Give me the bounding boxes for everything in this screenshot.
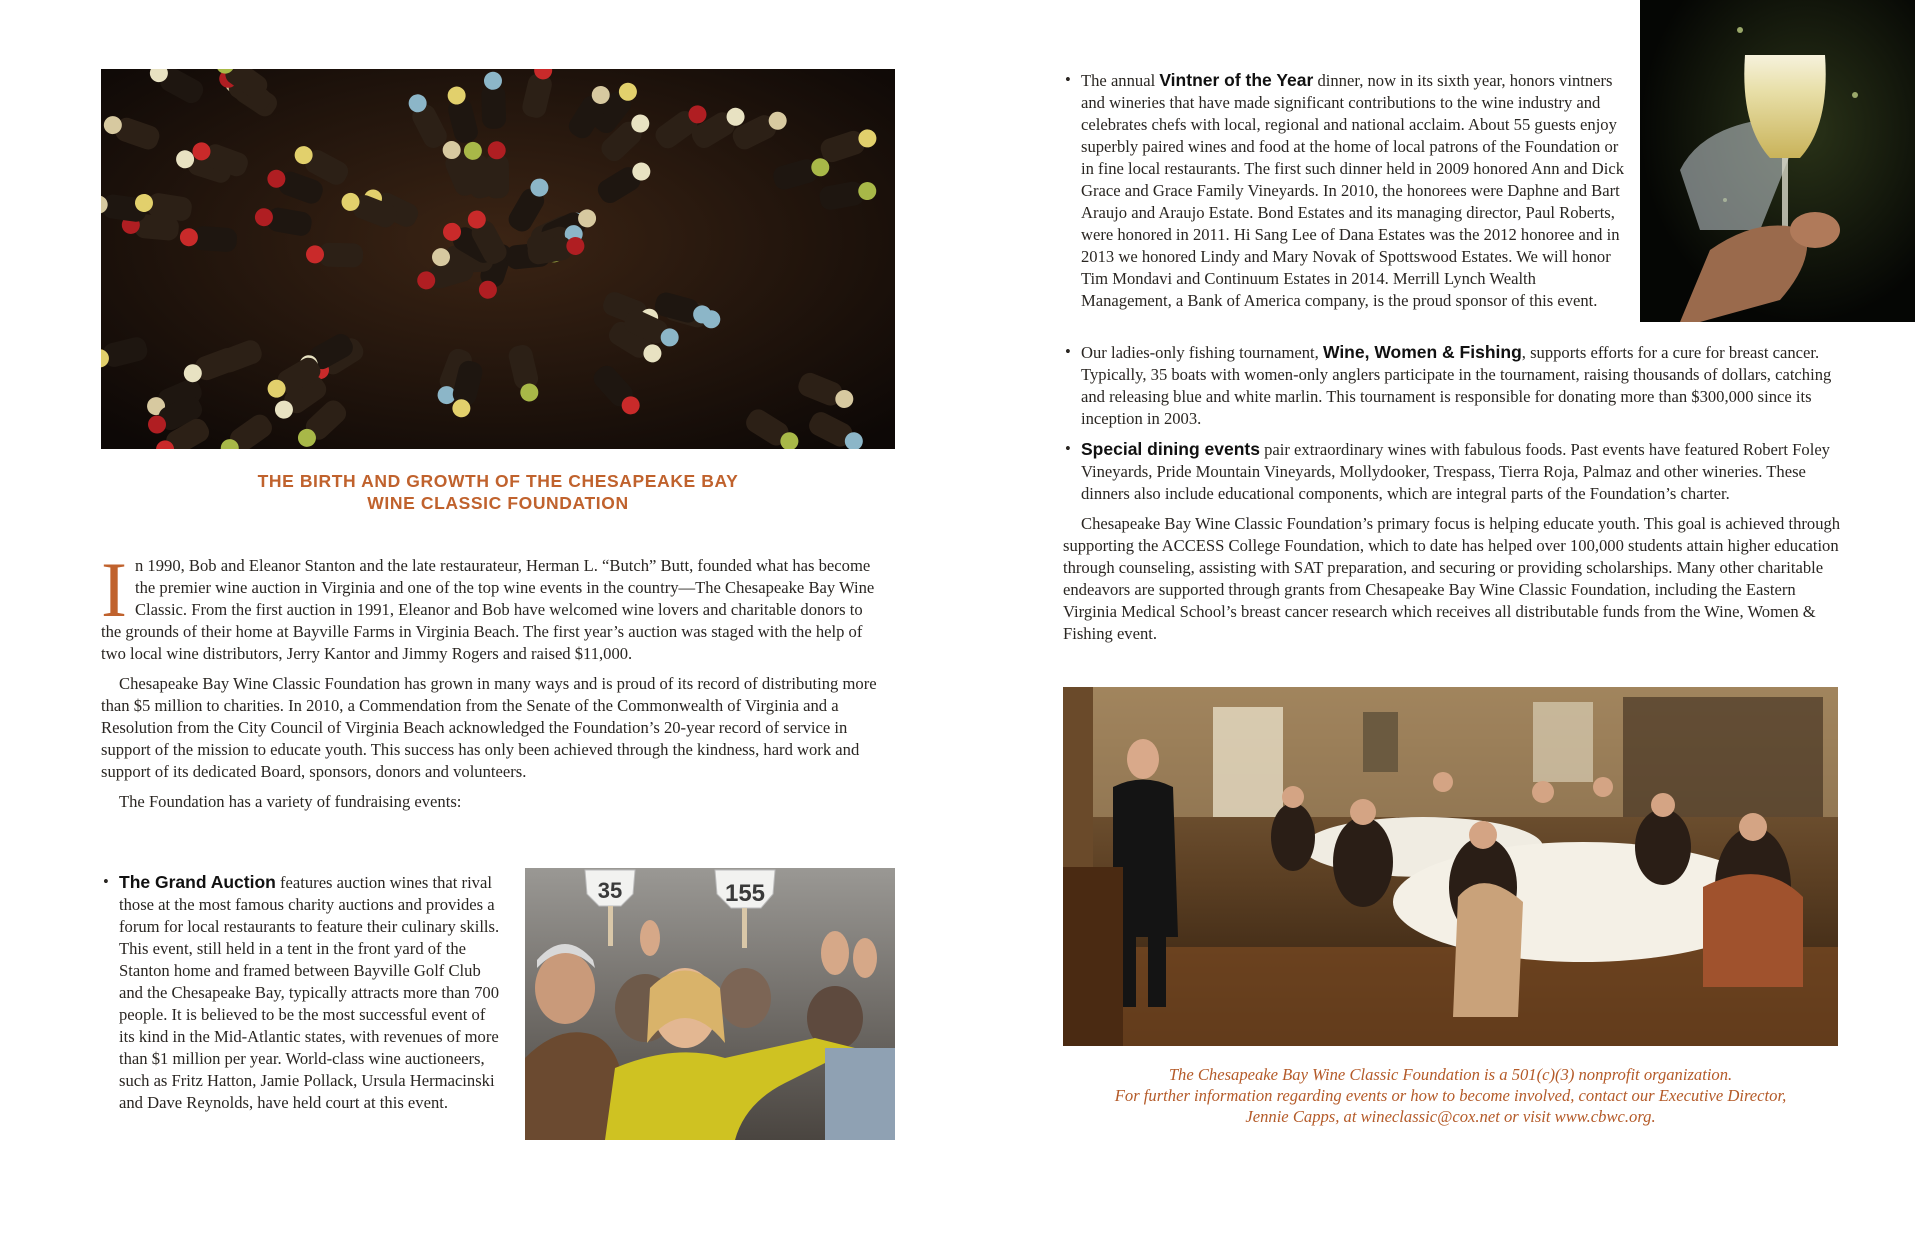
heading-line-2: WINE CLASSIC FOUNDATION	[367, 493, 629, 513]
paragraph-1-text: n 1990, Bob and Eleanor Stanton and the late restaurateur, Herman L. “Butch” Butt, founded what has become the premier wine auction in Virginia and one of the top wine events in the country—The Chesapeake Bay Wine Classic. From the first auction in 1991, Eleanor and Bob have welcomed wine lovers and charitable donors to the grounds of their home at Bayville Farms in Virginia Beach. The first year’s auction was staged with the help of two local wine distributors, Jerry Kantor and Jimmy Rogers and raised $11,000.	[101, 556, 875, 663]
footnote-line-1: The Chesapeake Bay Wine Classic Foundation is a 501(c)(3) nonprofit organization.	[1168, 1065, 1733, 1084]
wine-bottles-photo	[101, 69, 895, 449]
paddle-155-number: 155	[724, 880, 766, 907]
dining-text: pair extraordinary wines with fabulous foods. Past events have featured Robert Foley Vineyards, Pride Mountain Vineyards, Mollydooker, Trespass, Tierra Roja, Palmaz and other wineries. These dinners also include educational components, which are integral parts of the Foundation’s charter.	[1081, 440, 1830, 503]
grand-auction-block	[101, 871, 501, 1122]
paddle-35-number: 35	[597, 878, 623, 903]
footnote	[1063, 1064, 1838, 1127]
champagne-glass-photo	[1640, 0, 1915, 322]
bullet-wine-women-fishing	[1063, 341, 1843, 430]
events-list-bottom	[1063, 341, 1843, 645]
auction-crowd-photo	[525, 868, 895, 1140]
paragraph-1	[101, 546, 881, 665]
grand-auction-text: features auction wines that rival those at the most famous charity auctions and provides a forum for local restaurants to feature their culinary skills. This event, still held in a tent in the front yard of the Stanton home and framed between Bayville Golf Club and the Chesapeake Bay, typically attracts more than 700 people. It is believed to be the most successful event of its kind in the Mid-Atlantic states, with revenues of more than $1 million per year. World-class wine auctioneers, such as Fritz Hatton, Jamie Pollack, Ursula Hermacinski and Dave Reynolds, have held court at this event.	[119, 873, 500, 1112]
footnote-line-3: Jennie Capps, at wineclassic@cox.net or visit www.cbwc.org.	[1245, 1107, 1656, 1126]
bullet-marker: •	[1065, 70, 1071, 89]
paragraph-2: Chesapeake Bay Wine Classic Foundation has grown in many ways and is proud of its record of distributing more than $5 million to charities. In 2010, a Commendation from the Senate of the Commonwealth of Virginia and a Resolution from the City Council of Virginia Beach acknowledged the Foundation’s 20-year record of service in support of the mission to educate youth. This success has only been achieved through the kindness, hard work and support of its dedicated Board, sponsors, donors and volunteers.	[101, 674, 877, 781]
bullet-vintner-of-the-year	[1063, 69, 1628, 312]
grand-auction-title: The Grand Auction	[119, 872, 276, 892]
dinner-event-photo	[1063, 687, 1838, 1046]
fishing-pre: Our ladies-only fishing tournament,	[1081, 343, 1323, 362]
fishing-title: Wine, Women & Fishing	[1322, 342, 1522, 362]
dining-title: Special dining events	[1081, 439, 1260, 459]
vintner-text: dinner, now in its sixth year, honors vintners and wineries that have made significant contributions to the wine industry and celebrates chefs with local, regional and national acclaim. About 55 guests enjoy superbly paired wines and food at the home of local patrons of the Foundation or in fine local restaurants. The first such dinner held in 2009 honored Ann and Dick Grace and Grace Family Vineyards. In 2010, the honorees were Daphne and Bart Araujo and Araujo Estate. Bond Estates and its managing director, Paul Roberts, were honored in 2011. Hi Sang Lee of Dana Estates was the 2012 honoree and in 2013 we honored Lindy and Mary Novak of Spottswood Estates. We will honor Tim Mondavi and Continuum Estates in 2014. Merrill Lynch Wealth Management, a Bank of America company, is the proud sponsor of this event.	[1081, 71, 1625, 310]
fishing-text: , supports efforts for a cure for breast cancer. Typically, 35 boats with women-only anglers participate in the tournament, raising thousands of dollars, catching and releasing blue and white marlin. This tournament is responsible for donating more than $300,000 since its inception in 2003.	[1081, 343, 1832, 428]
bullet-grand-auction	[101, 871, 501, 1114]
footnote-line-2: For further information regarding events or how to become involved, contact our Executive Director,	[1114, 1086, 1787, 1105]
bullet-marker: •	[1065, 439, 1071, 458]
drop-cap: I	[101, 546, 127, 633]
paragraph-4: Chesapeake Bay Wine Classic Foundation’s primary focus is helping educate youth. This goal is achieved through supporting the ACCESS College Foundation, which to date has helped over 100,000 students attain higher education through counseling, assisting with SAT preparation, and securing or providing scholarships. Many other charitable endeavors are supported through grants from Chesapeake Bay Wine Classic Foundation, including the Eastern Virginia Medical School’s breast cancer research which receives all distributable funds from the Wine, Women & Fishing event.	[1063, 514, 1841, 643]
events-list-top	[1063, 69, 1628, 320]
bullet-marker: •	[1065, 342, 1071, 361]
paragraph-3: The Foundation has a variety of fundraising events:	[119, 792, 462, 811]
vintner-pre: The annual	[1081, 71, 1160, 90]
bullet-marker: •	[103, 872, 109, 891]
bullet-special-dining-events	[1063, 438, 1843, 505]
vintner-title: Vintner of the Year	[1159, 70, 1314, 90]
heading-line-1: THE BIRTH AND GROWTH OF THE CHESAPEAKE BAY	[257, 471, 739, 491]
section-heading	[101, 470, 895, 514]
intro-text	[101, 546, 881, 821]
